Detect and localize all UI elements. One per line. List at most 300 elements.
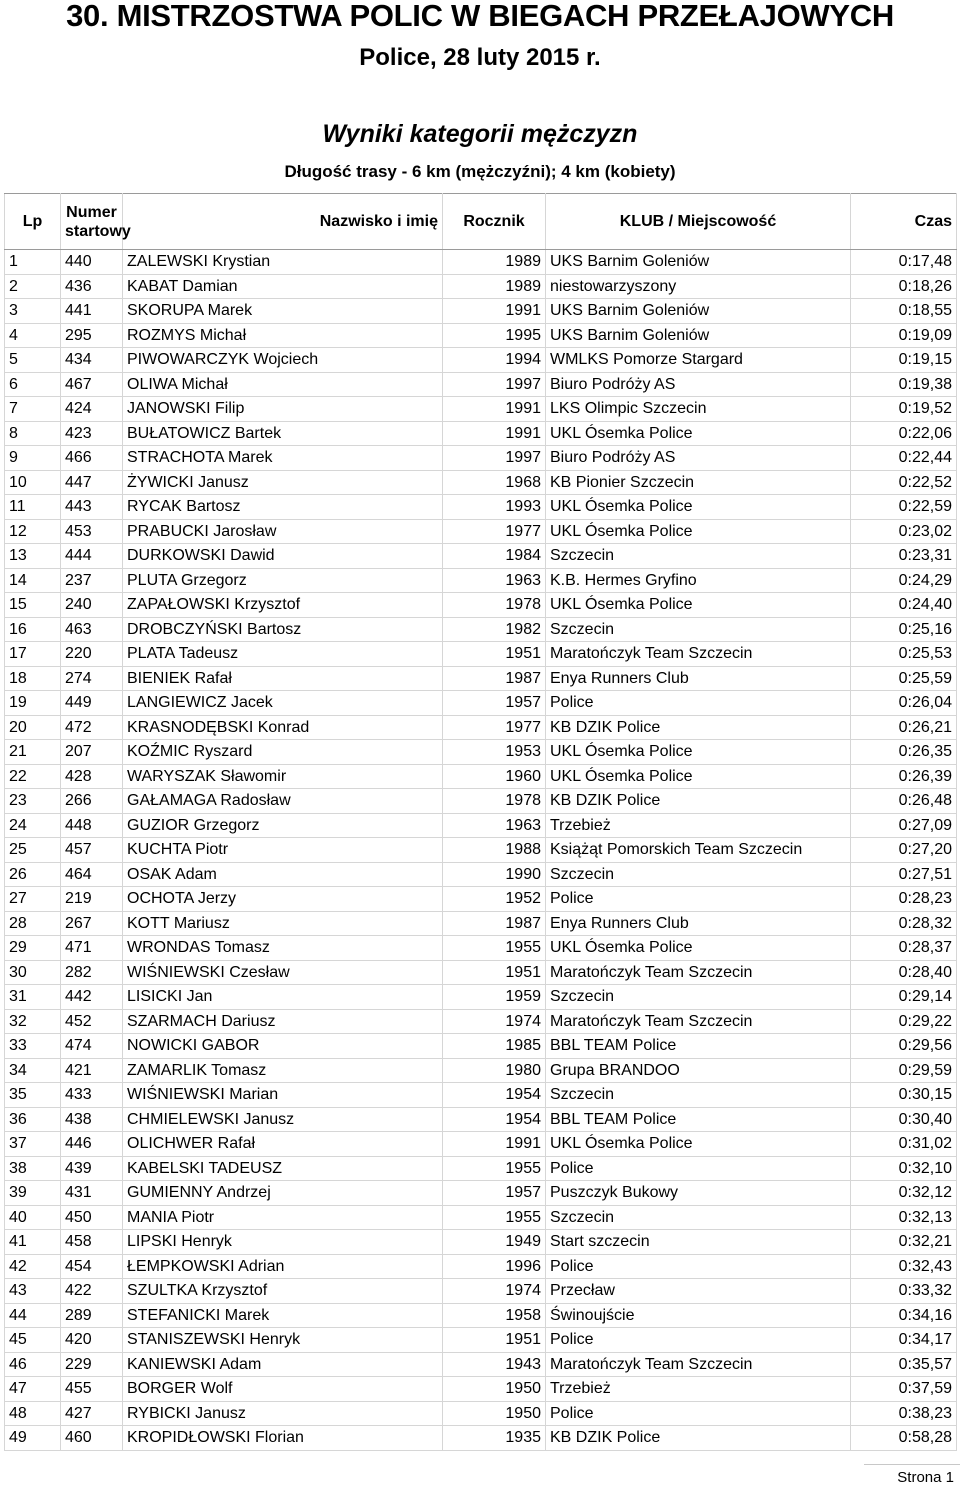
table-row: [5, 887, 957, 912]
cell-numer: 444: [61, 544, 123, 569]
cell-name: PRABUCKI Jarosław: [123, 519, 443, 544]
cell-numer: 472: [61, 715, 123, 740]
table-row: [5, 1303, 957, 1328]
table-row: [5, 960, 957, 985]
cell-lp: 36: [5, 1107, 61, 1132]
cell-club: Police: [546, 887, 851, 912]
cell-club: Szczecin: [546, 617, 851, 642]
table-row: [5, 936, 957, 961]
cell-club: UKS Barnim Goleniów: [546, 299, 851, 324]
table-row: [5, 642, 957, 667]
cell-name: KABELSKI TADEUSZ: [123, 1156, 443, 1181]
cell-name: KOŹMIC Ryszard: [123, 740, 443, 765]
cell-name: SZARMACH Dariusz: [123, 1009, 443, 1034]
cell-club: KB Pionier Szczecin: [546, 470, 851, 495]
cell-club: Maratończyk Team Szczecin: [546, 960, 851, 985]
table-row: [5, 1083, 957, 1108]
cell-lp: 28: [5, 911, 61, 936]
cell-lp: 13: [5, 544, 61, 569]
cell-numer: 440: [61, 250, 123, 275]
cell-numer: 282: [61, 960, 123, 985]
cell-time: 0:18,26: [851, 274, 957, 299]
cell-name: STRACHOTA Marek: [123, 446, 443, 471]
cell-lp: 9: [5, 446, 61, 471]
cell-time: 0:22,06: [851, 421, 957, 446]
cell-club: Szczecin: [546, 1205, 851, 1230]
table-row: [5, 1279, 957, 1304]
table-row: [5, 495, 957, 520]
cell-numer: 447: [61, 470, 123, 495]
cell-name: KOTT Mariusz: [123, 911, 443, 936]
cell-club: Przecław: [546, 1279, 851, 1304]
cell-numer: 455: [61, 1377, 123, 1402]
cell-club: Enya Runners Club: [546, 911, 851, 936]
table-row: [5, 397, 957, 422]
cell-club: K.B. Hermes Gryfino: [546, 568, 851, 593]
cell-numer: 240: [61, 593, 123, 618]
table-row: [5, 1254, 957, 1279]
cell-year: 1951: [443, 642, 546, 667]
cell-numer: 237: [61, 568, 123, 593]
cell-year: 1988: [443, 838, 546, 863]
cell-name: WARYSZAK Sławomir: [123, 764, 443, 789]
cell-time: 0:19,52: [851, 397, 957, 422]
cell-club: UKS Barnim Goleniów: [546, 250, 851, 275]
cell-year: 1957: [443, 691, 546, 716]
cell-year: 1996: [443, 1254, 546, 1279]
cell-lp: 33: [5, 1034, 61, 1059]
cell-time: 0:23,31: [851, 544, 957, 569]
cell-numer: 421: [61, 1058, 123, 1083]
cell-year: 1960: [443, 764, 546, 789]
cell-lp: 31: [5, 985, 61, 1010]
cell-name: KROPIDŁOWSKI Florian: [123, 1426, 443, 1451]
table-row: [5, 617, 957, 642]
cell-club: Trzebież: [546, 1377, 851, 1402]
table-row: [5, 838, 957, 863]
cell-time: 0:22,59: [851, 495, 957, 520]
cell-name: STANISZEWSKI Henryk: [123, 1328, 443, 1353]
cell-numer: 428: [61, 764, 123, 789]
cell-name: ZALEWSKI Krystian: [123, 250, 443, 275]
cell-numer: 267: [61, 911, 123, 936]
table-row: [5, 1034, 957, 1059]
cell-time: 0:32,43: [851, 1254, 957, 1279]
column-header-club: KLUB / Miejscowość: [546, 194, 851, 250]
cell-time: 0:28,40: [851, 960, 957, 985]
cell-lp: 23: [5, 789, 61, 814]
cell-club: UKL Ósemka Police: [546, 740, 851, 765]
cell-year: 1963: [443, 568, 546, 593]
table-row: [5, 1401, 957, 1426]
cell-year: 1978: [443, 789, 546, 814]
cell-year: 1955: [443, 936, 546, 961]
cell-club: UKL Ósemka Police: [546, 1132, 851, 1157]
cell-lp: 11: [5, 495, 61, 520]
table-row: [5, 519, 957, 544]
cell-numer: 289: [61, 1303, 123, 1328]
cell-year: 1974: [443, 1009, 546, 1034]
cell-lp: 16: [5, 617, 61, 642]
cell-club: BBL TEAM Police: [546, 1034, 851, 1059]
cell-lp: 18: [5, 666, 61, 691]
cell-lp: 40: [5, 1205, 61, 1230]
cell-year: 1991: [443, 397, 546, 422]
cell-lp: 46: [5, 1352, 61, 1377]
cell-lp: 30: [5, 960, 61, 985]
cell-time: 0:32,10: [851, 1156, 957, 1181]
cell-time: 0:30,40: [851, 1107, 957, 1132]
cell-lp: 10: [5, 470, 61, 495]
cell-year: 1951: [443, 960, 546, 985]
cell-numer: 450: [61, 1205, 123, 1230]
cell-year: 1943: [443, 1352, 546, 1377]
cell-name: SZULTKA Krzysztof: [123, 1279, 443, 1304]
cell-club: UKL Ósemka Police: [546, 495, 851, 520]
table-row: [5, 1328, 957, 1353]
cell-lp: 42: [5, 1254, 61, 1279]
cell-club: Police: [546, 691, 851, 716]
cell-numer: 220: [61, 642, 123, 667]
table-row: [5, 348, 957, 373]
cell-numer: 423: [61, 421, 123, 446]
cell-year: 1993: [443, 495, 546, 520]
cell-lp: 41: [5, 1230, 61, 1255]
cell-year: 1974: [443, 1279, 546, 1304]
cell-numer: 420: [61, 1328, 123, 1353]
route-length: Długość trasy - 6 km (mężczyźni); 4 km (kobiety): [284, 162, 676, 181]
cell-numer: 471: [61, 936, 123, 961]
cell-time: 0:29,59: [851, 1058, 957, 1083]
cell-time: 0:22,44: [851, 446, 957, 471]
cell-lp: 32: [5, 1009, 61, 1034]
cell-lp: 5: [5, 348, 61, 373]
cell-name: ŻYWICKI Janusz: [123, 470, 443, 495]
cell-year: 1990: [443, 862, 546, 887]
cell-name: KANIEWSKI Adam: [123, 1352, 443, 1377]
cell-name: OLICHWER Rafał: [123, 1132, 443, 1157]
table-row: [5, 544, 957, 569]
cell-time: 0:27,51: [851, 862, 957, 887]
page-title: 30. MISTRZOSTWA POLIC W BIEGACH PRZEŁAJOWYCH: [66, 0, 894, 33]
table-row: [5, 691, 957, 716]
cell-club: Świnoujście: [546, 1303, 851, 1328]
table-row: [5, 985, 957, 1010]
column-header-time: Czas: [851, 194, 957, 250]
cell-time: 0:26,39: [851, 764, 957, 789]
cell-name: STEFANICKI Marek: [123, 1303, 443, 1328]
cell-name: GAŁAMAGA Radosław: [123, 789, 443, 814]
cell-year: 1963: [443, 813, 546, 838]
cell-lp: 2: [5, 274, 61, 299]
cell-numer: 422: [61, 1279, 123, 1304]
cell-time: 0:24,29: [851, 568, 957, 593]
cell-name: OSAK Adam: [123, 862, 443, 887]
column-header-numer: Numer startowy: [61, 194, 123, 250]
cell-year: 1953: [443, 740, 546, 765]
cell-numer: 266: [61, 789, 123, 814]
cell-club: WMLKS Pomorze Stargard: [546, 348, 851, 373]
cell-time: 0:26,21: [851, 715, 957, 740]
cell-numer: 439: [61, 1156, 123, 1181]
cell-lp: 25: [5, 838, 61, 863]
cell-club: Police: [546, 1156, 851, 1181]
cell-name: WRONDAS Tomasz: [123, 936, 443, 961]
cell-name: BORGER Wolf: [123, 1377, 443, 1402]
cell-numer: 443: [61, 495, 123, 520]
table-row: [5, 299, 957, 324]
cell-club: Szczecin: [546, 544, 851, 569]
cell-club: UKL Ósemka Police: [546, 421, 851, 446]
cell-name: KABAT Damian: [123, 274, 443, 299]
table-row: [5, 789, 957, 814]
column-header-year: Rocznik: [443, 194, 546, 250]
cell-club: KB DZIK Police: [546, 1426, 851, 1451]
cell-time: 0:17,48: [851, 250, 957, 275]
cell-lp: 4: [5, 323, 61, 348]
table-row: [5, 1181, 957, 1206]
cell-name: ZAPAŁOWSKI Krzysztof: [123, 593, 443, 618]
cell-year: 1991: [443, 1132, 546, 1157]
cell-numer: 434: [61, 348, 123, 373]
table-row: [5, 1107, 957, 1132]
cell-numer: 295: [61, 323, 123, 348]
cell-lp: 38: [5, 1156, 61, 1181]
cell-lp: 14: [5, 568, 61, 593]
cell-lp: 44: [5, 1303, 61, 1328]
cell-name: ŁEMPKOWSKI Adrian: [123, 1254, 443, 1279]
cell-lp: 47: [5, 1377, 61, 1402]
table-row: [5, 764, 957, 789]
cell-name: DURKOWSKI Dawid: [123, 544, 443, 569]
cell-numer: 207: [61, 740, 123, 765]
cell-numer: 442: [61, 985, 123, 1010]
table-row: [5, 323, 957, 348]
cell-time: 0:31,02: [851, 1132, 957, 1157]
cell-numer: 453: [61, 519, 123, 544]
cell-club: Maratończyk Team Szczecin: [546, 642, 851, 667]
cell-time: 0:19,38: [851, 372, 957, 397]
table-row: [5, 1009, 957, 1034]
cell-time: 0:34,16: [851, 1303, 957, 1328]
cell-time: 0:25,16: [851, 617, 957, 642]
table-row: [5, 1156, 957, 1181]
table-row: [5, 470, 957, 495]
cell-numer: 431: [61, 1181, 123, 1206]
cell-time: 0:23,02: [851, 519, 957, 544]
cell-time: 0:26,35: [851, 740, 957, 765]
cell-year: 1995: [443, 323, 546, 348]
cell-time: 0:33,32: [851, 1279, 957, 1304]
cell-name: CHMIELEWSKI Janusz: [123, 1107, 443, 1132]
cell-club: UKL Ósemka Police: [546, 764, 851, 789]
cell-name: ZAMARLIK Tomasz: [123, 1058, 443, 1083]
cell-time: 0:29,22: [851, 1009, 957, 1034]
cell-club: niestowarzyszony: [546, 274, 851, 299]
cell-club: Szczecin: [546, 1083, 851, 1108]
cell-numer: 452: [61, 1009, 123, 1034]
cell-name: DROBCZYŃSKI Bartosz: [123, 617, 443, 642]
cell-time: 0:26,48: [851, 789, 957, 814]
cell-time: 0:29,14: [851, 985, 957, 1010]
cell-year: 1987: [443, 666, 546, 691]
table-row: [5, 666, 957, 691]
cell-time: 0:18,55: [851, 299, 957, 324]
cell-club: Maratończyk Team Szczecin: [546, 1352, 851, 1377]
cell-name: LIPSKI Henryk: [123, 1230, 443, 1255]
table-row: [5, 1426, 957, 1451]
cell-name: GUZIOR Grzegorz: [123, 813, 443, 838]
cell-year: 1935: [443, 1426, 546, 1451]
cell-name: GUMIENNY Andrzej: [123, 1181, 443, 1206]
cell-numer: 274: [61, 666, 123, 691]
cell-club: Police: [546, 1254, 851, 1279]
cell-lp: 21: [5, 740, 61, 765]
cell-numer: 463: [61, 617, 123, 642]
cell-name: LANGIEWICZ Jacek: [123, 691, 443, 716]
cell-lp: 12: [5, 519, 61, 544]
cell-lp: 45: [5, 1328, 61, 1353]
cell-club: Police: [546, 1401, 851, 1426]
cell-lp: 49: [5, 1426, 61, 1451]
cell-lp: 24: [5, 813, 61, 838]
cell-numer: 460: [61, 1426, 123, 1451]
cell-year: 1980: [443, 1058, 546, 1083]
cell-year: 1957: [443, 1181, 546, 1206]
cell-lp: 7: [5, 397, 61, 422]
cell-time: 0:38,23: [851, 1401, 957, 1426]
cell-club: BBL TEAM Police: [546, 1107, 851, 1132]
cell-club: Enya Runners Club: [546, 666, 851, 691]
cell-lp: 26: [5, 862, 61, 887]
cell-club: LKS Olimpic Szczecin: [546, 397, 851, 422]
table-row: [5, 446, 957, 471]
table-row: [5, 740, 957, 765]
cell-numer: 446: [61, 1132, 123, 1157]
cell-year: 1984: [443, 544, 546, 569]
cell-year: 1954: [443, 1107, 546, 1132]
cell-lp: 22: [5, 764, 61, 789]
cell-name: PLATA Tadeusz: [123, 642, 443, 667]
cell-club: Start szczecin: [546, 1230, 851, 1255]
cell-lp: 48: [5, 1401, 61, 1426]
cell-numer: 441: [61, 299, 123, 324]
cell-year: 1978: [443, 593, 546, 618]
cell-club: UKL Ósemka Police: [546, 936, 851, 961]
cell-year: 1949: [443, 1230, 546, 1255]
table-row: [5, 593, 957, 618]
cell-club: Trzebież: [546, 813, 851, 838]
cell-numer: 454: [61, 1254, 123, 1279]
cell-lp: 39: [5, 1181, 61, 1206]
table-row: [5, 813, 957, 838]
cell-name: BIENIEK Rafał: [123, 666, 443, 691]
cell-time: 0:32,13: [851, 1205, 957, 1230]
cell-year: 1987: [443, 911, 546, 936]
cell-lp: 34: [5, 1058, 61, 1083]
cell-club: Szczecin: [546, 862, 851, 887]
cell-numer: 458: [61, 1230, 123, 1255]
cell-numer: 219: [61, 887, 123, 912]
cell-lp: 20: [5, 715, 61, 740]
cell-year: 1959: [443, 985, 546, 1010]
results-body: [5, 250, 957, 1451]
cell-lp: 19: [5, 691, 61, 716]
cell-numer: 427: [61, 1401, 123, 1426]
cell-name: KRASNODĘBSKI Konrad: [123, 715, 443, 740]
cell-numer: 448: [61, 813, 123, 838]
cell-club: Biuro Podróży AS: [546, 446, 851, 471]
cell-year: 1997: [443, 372, 546, 397]
cell-numer: 424: [61, 397, 123, 422]
cell-time: 0:30,15: [851, 1083, 957, 1108]
cell-club: Police: [546, 1328, 851, 1353]
cell-numer: 457: [61, 838, 123, 863]
cell-lp: 37: [5, 1132, 61, 1157]
cell-name: SKORUPA Marek: [123, 299, 443, 324]
page-number: Strona 1: [897, 1469, 954, 1486]
cell-name: LISICKI Jan: [123, 985, 443, 1010]
cell-club: UKS Barnim Goleniów: [546, 323, 851, 348]
table-row: [5, 1377, 957, 1402]
table-row: [5, 274, 957, 299]
cell-name: PIWOWARCZYK Wojciech: [123, 348, 443, 373]
cell-numer: 466: [61, 446, 123, 471]
cell-time: 0:28,32: [851, 911, 957, 936]
cell-numer: 438: [61, 1107, 123, 1132]
cell-name: MANIA Piotr: [123, 1205, 443, 1230]
table-row: [5, 862, 957, 887]
cell-lp: 6: [5, 372, 61, 397]
cell-club: Szczecin: [546, 985, 851, 1010]
cell-year: 1951: [443, 1328, 546, 1353]
cell-year: 1955: [443, 1205, 546, 1230]
cell-time: 0:37,59: [851, 1377, 957, 1402]
table-row: [5, 421, 957, 446]
results-table: [4, 193, 957, 1451]
table-row: [5, 1352, 957, 1377]
cell-time: 0:27,20: [851, 838, 957, 863]
cell-year: 1991: [443, 299, 546, 324]
footer-divider: [864, 1464, 960, 1465]
cell-year: 1950: [443, 1401, 546, 1426]
cell-year: 1952: [443, 887, 546, 912]
cell-year: 1958: [443, 1303, 546, 1328]
cell-year: 1955: [443, 1156, 546, 1181]
cell-numer: 229: [61, 1352, 123, 1377]
category-title: Wyniki kategorii mężczyzn: [322, 120, 638, 148]
cell-name: WIŚNIEWSKI Czesław: [123, 960, 443, 985]
cell-numer: 474: [61, 1034, 123, 1059]
cell-name: KUCHTA Piotr: [123, 838, 443, 863]
cell-time: 0:28,37: [851, 936, 957, 961]
table-row: [5, 1205, 957, 1230]
cell-club: UKL Ósemka Police: [546, 593, 851, 618]
cell-lp: 27: [5, 887, 61, 912]
cell-name: RYCAK Bartosz: [123, 495, 443, 520]
table-row: [5, 568, 957, 593]
cell-time: 0:25,59: [851, 666, 957, 691]
cell-year: 1997: [443, 446, 546, 471]
cell-time: 0:25,53: [851, 642, 957, 667]
cell-numer: 436: [61, 274, 123, 299]
table-row: [5, 1230, 957, 1255]
cell-lp: 29: [5, 936, 61, 961]
cell-lp: 8: [5, 421, 61, 446]
cell-lp: 3: [5, 299, 61, 324]
cell-time: 0:19,15: [851, 348, 957, 373]
cell-time: 0:58,28: [851, 1426, 957, 1451]
